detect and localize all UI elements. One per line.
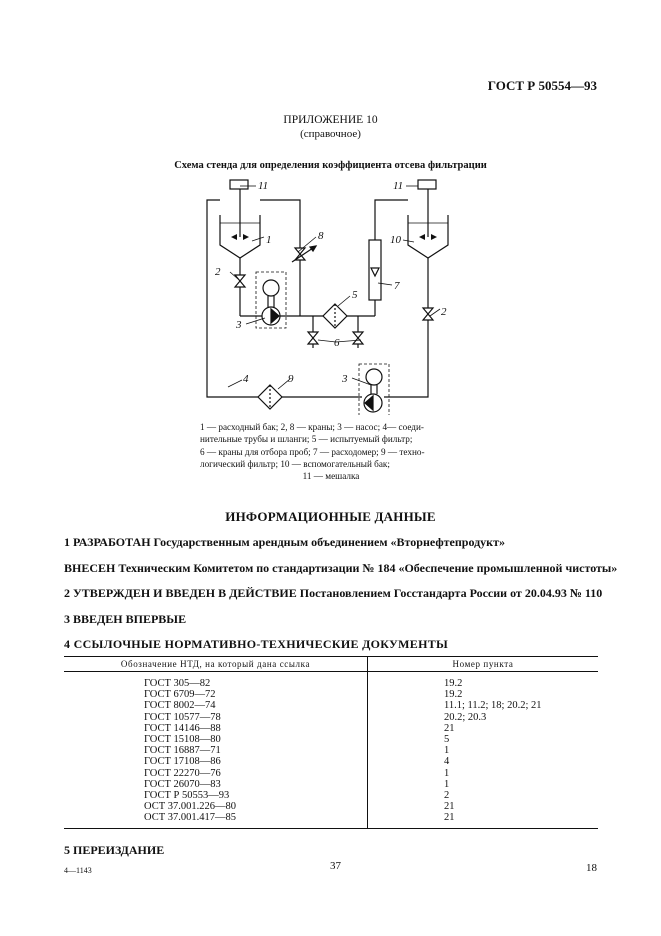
tested-filter [323, 304, 347, 328]
cell-document: ОСТ 37.001.417—85 [64, 812, 368, 828]
cell-document: ГОСТ 22270—76 [64, 768, 368, 779]
table-row [64, 700, 598, 711]
cell-document: ГОСТ 26070—83 [64, 779, 368, 790]
cell-clause: 21 [444, 722, 455, 734]
cell-clause: 1 [444, 767, 450, 779]
table-row [64, 689, 598, 700]
cell-clause: 19.2 [444, 689, 463, 701]
label-3-lower: 3 [342, 373, 348, 385]
figure-caption: Схема стенда для определения коэффициента отсева фильтрации [174, 160, 487, 171]
table-row [64, 801, 598, 812]
cell-document: ОСТ 37.001.226—80 [64, 801, 368, 812]
label-2-left: 2 [215, 266, 221, 278]
label-8: 8 [318, 230, 324, 242]
cell-document: ГОСТ 10577—78 [64, 712, 368, 723]
flowmeter [369, 240, 381, 300]
table-row [64, 812, 598, 828]
cell-clause: 1 [444, 778, 450, 790]
legend-line: 1 — расходный бак; 2, 8 — краны; 3 — насос; 4— соеди- [200, 422, 424, 432]
col-header-clause: Номер пункта [368, 657, 599, 672]
cell-clause: 5 [444, 734, 450, 746]
legend-line: 6 — краны для отбора проб; 7 — расходомер; 9 — техно- [200, 446, 425, 457]
table-row [64, 779, 598, 790]
cell-document: ГОСТ 15108—80 [64, 734, 368, 745]
label-3-upper: 3 [236, 319, 242, 331]
cell-clause: 21 [368, 812, 599, 828]
references-table [64, 656, 598, 829]
valve-8 [292, 246, 316, 262]
valve-2-left [235, 275, 245, 287]
section-5: 5 ПЕРЕИЗДАНИЕ [64, 843, 165, 857]
valve-2-right [423, 308, 433, 320]
legend-line: логический фильтр; 10 — вспомогательный бак; [200, 458, 390, 469]
section-2: 2 УТВЕРЖДЕН И ВВЕДЕН В ДЕЙСТВИЕ Постановлением Госстандарта России от 20.04.93 № 110 [64, 586, 603, 600]
cell-document: ГОСТ 14146—88 [64, 723, 368, 734]
label-9: 9 [288, 373, 294, 385]
table-row [64, 790, 598, 801]
label-11-left: 11 [258, 180, 269, 192]
table-row [64, 723, 598, 734]
cell-document: ГОСТ 17108—86 [64, 756, 368, 767]
cell-document: ГОСТ 16887—71 [64, 745, 368, 756]
cell-clause: 2 [444, 790, 450, 802]
label-6: 6 [334, 337, 340, 349]
section-3: 3 ВВЕДЕН ВПЕРВЫЕ [64, 612, 187, 626]
mixer-left [230, 180, 249, 240]
label-10: 10 [390, 234, 401, 246]
label-5: 5 [352, 289, 358, 301]
appendix-subtitle: (справочное) [300, 128, 361, 140]
legend-line: 11 — мешалка [302, 471, 360, 482]
label-4: 4 [243, 373, 249, 385]
label-11-right: 11 [393, 180, 404, 192]
info-title: ИНФОРМАЦИОННЫЕ ДАННЫЕ [225, 509, 436, 524]
standard-number: ГОСТ Р 50554—93 [487, 78, 597, 93]
page-number-center: 37 [330, 860, 341, 872]
label-2-right: 2 [441, 306, 447, 318]
cell-document: ГОСТ Р 50553—93 [64, 790, 368, 801]
mixer-right [418, 180, 437, 240]
table-row [64, 745, 598, 756]
figure-legend [200, 421, 462, 482]
section-4: 4 ССЫЛОЧНЫЕ НОРМАТИВНО-ТЕХНИЧЕСКИЕ ДОКУМЕНТЫ [64, 637, 449, 651]
table-header-row [64, 657, 598, 672]
label-1: 1 [266, 234, 272, 246]
table-row [64, 768, 598, 779]
cell-clause: 20.2; 20.3 [444, 711, 487, 723]
print-code: 4—1143 [64, 866, 92, 875]
page-number-right: 18 [586, 862, 597, 874]
section-1: 1 РАЗРАБОТАН Государственным арендным объединением «Вторнефтепродукт» [64, 535, 505, 549]
label-7: 7 [394, 280, 400, 292]
cell-clause: 21 [444, 801, 455, 813]
col-header-document: Обозначение НТД, на который дана ссылка [64, 657, 368, 672]
cell-clause: 4 [444, 756, 450, 768]
appendix-title: ПРИЛОЖЕНИЕ 10 [283, 114, 378, 126]
table-row [64, 734, 598, 745]
test-stand-diagram [190, 170, 460, 415]
table-row [64, 672, 598, 690]
cell-document: ГОСТ 8002—74 [64, 700, 368, 711]
cell-document: ГОСТ 6709—72 [64, 689, 368, 700]
section-1b: ВНЕСЕН Техническим Комитетом по стандартизации № 184 «Обеспечение промышленной чистоты» [64, 561, 618, 575]
table-row [64, 756, 598, 767]
pump-lower [359, 364, 389, 415]
cell-clause: 19.2 [444, 678, 463, 689]
cell-clause: 1 [444, 745, 450, 757]
cell-document: ГОСТ 305—82 [64, 672, 368, 690]
legend-line: нительные трубы и шланги; 5 — испытуемый фильтр; [200, 434, 413, 445]
cell-clause: 11.1; 11.2; 18; 20.2; 21 [444, 700, 542, 712]
appendix-heading [0, 113, 661, 141]
table-row [64, 712, 598, 723]
